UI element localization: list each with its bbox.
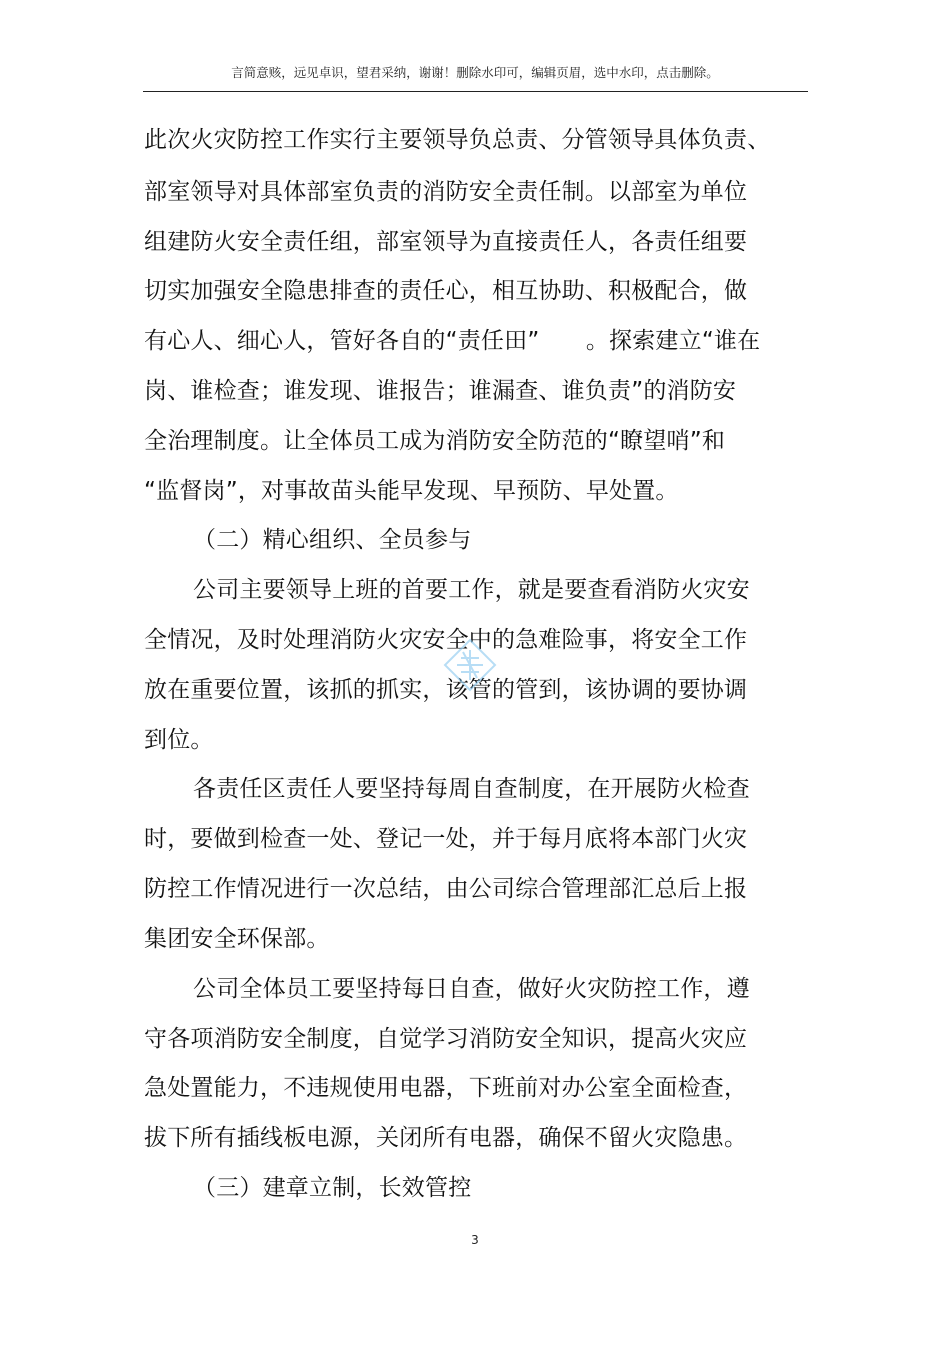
text-line: 拔下所有插线板电源，关闭所有电器，确保不留火灾隐患。 <box>144 1125 748 1151</box>
text-line: 守各项消防安全制度，自觉学习消防安全知识，提高火灾应 <box>144 1026 748 1052</box>
text-line: 集团安全环保部。 <box>144 926 330 952</box>
text-line: 各责任区责任人要坚持每周自查制度，在开展防火检查 <box>193 776 750 802</box>
text-line: 切实加强安全隐患排查的责任心，相互协助、积极配合，做 <box>144 278 748 304</box>
text-line: 岗、谁检查；谁发现、谁报告；谁漏查、谁负责”的消防安 <box>144 378 737 404</box>
text-line: 有心人、细心人，管好各自的“责任田” 。探索建立“谁在 <box>144 328 761 354</box>
text-line: 放在重要位置，该抓的抓实，该管的管到，该协调的要协调 <box>144 677 748 703</box>
text-line: 到位。 <box>144 727 214 753</box>
watermark-logo-icon <box>441 636 499 694</box>
text-line: 防控工作情况进行一次总结，由公司综合管理部汇总后上报 <box>144 876 748 902</box>
text-line: 部室领导对具体部室负责的消防安全责任制。以部室为单位 <box>144 179 748 205</box>
text-line: 公司主要领导上班的首要工作，就是要查看消防火灾安 <box>193 577 750 603</box>
text-line: 此次火灾防控工作实行主要领导负总责、分管领导具体负责、 <box>144 127 771 153</box>
text-line: 组建防火安全责任组，部室领导为直接责任人，各责任组要 <box>144 229 748 255</box>
text-line: 时，要做到检查一处、登记一处，并于每月底将本部门火灾 <box>144 826 748 852</box>
text-line: 急处置能力，不违规使用电器，下班前对办公室全面检查， <box>144 1075 748 1101</box>
page-number: 3 <box>471 1233 479 1247</box>
text-line: 全治理制度。让全体员工成为消防安全防范的“瞭望哨”和 <box>144 428 726 454</box>
header-rule <box>143 91 808 92</box>
page-header: 言简意赅，远见卓识，望君采纳，谢谢！删除水印可，编辑页眉，选中水印，点击删除。 <box>231 65 719 80</box>
section-heading: （二）精心组织、全员参与 <box>193 527 472 553</box>
text-line: “监督岗”，对事故苗头能早发现、早预防、早处置。 <box>144 478 679 504</box>
text-line: 公司全体员工要坚持每日自查，做好火灾防控工作，遵 <box>193 976 750 1002</box>
text-line: 全情况，及时处理消防火灾安全中的急难险事，将安全工作 <box>144 627 748 653</box>
section-heading: （三）建章立制，长效管控 <box>193 1175 472 1201</box>
